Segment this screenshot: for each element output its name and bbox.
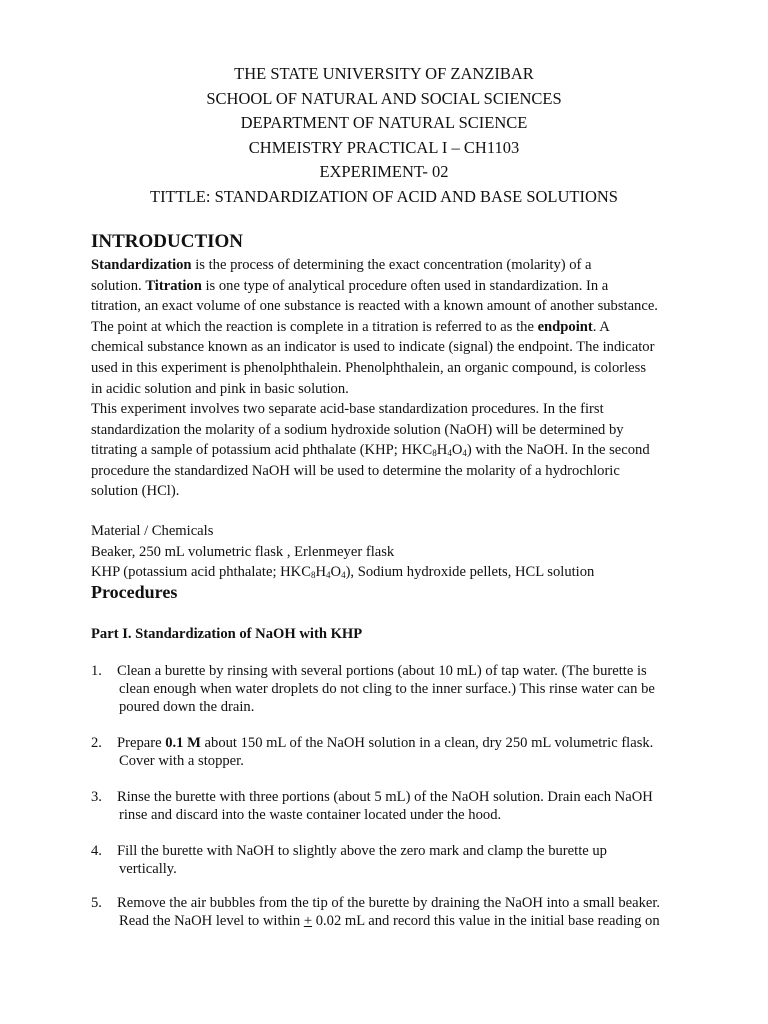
procedure-step-4: 4. Fill the burette with NaOH to slightly above the zero mark and clamp the burette up vertically. bbox=[91, 843, 607, 877]
term-endpoint: endpoint bbox=[537, 318, 593, 335]
procedure-step-3: 3. Rinse the burette with three portions (about 5 mL) of the NaOH solution. Drain each NaOH rinse and discard into the waste container located under the hood. bbox=[91, 789, 653, 823]
materials-list-1: Beaker, 250 mL volumetric flask , Erlenmeyer flask bbox=[91, 543, 395, 560]
experiment-number: EXPERIMENT- 02 bbox=[319, 162, 449, 181]
term-standardization: Standardization bbox=[91, 257, 192, 273]
school-name: SCHOOL OF NATURAL AND SOCIAL SCIENCES bbox=[206, 88, 562, 108]
document-header bbox=[0, 62, 768, 209]
university-name: THE STATE UNIVERSITY OF ZANZIBAR bbox=[234, 64, 534, 83]
materials-section bbox=[91, 521, 691, 583]
procedure-step-1: 1. Clean a burette by rinsing with several portions (about 10 mL) of tap water. (The burette is clean enough when water droplets do not cling to the inner surface.) This rinse water can be poured down the drain. bbox=[91, 663, 655, 715]
introduction-paragraph-1: Standardization is the process of determining the exact concentration (molarity) of a solution. Titration is one type of analytical procedure often used in standardization. In a titration, an exact volume of one substance is reacted with a known amount of another substance. The point at which the reaction is complete in a titration is referred to as the endpoint. A chemical substance known as an indicator is used to indicate (signal) the endpoint. The indicator used in this experiment is phenolphthalein. Phenolphthalein, an organic compound, is colorless in acidic solution and pink in basic solution. bbox=[91, 257, 658, 397]
materials-list-2: KHP (potassium acid phthalate; $HKC_8H_4O_4$), Sodium hydroxide pellets, HCL solution bbox=[91, 564, 595, 581]
course-name: CHMEISTRY PRACTICAL I – CH1103 bbox=[248, 137, 520, 157]
procedures-heading: Procedures bbox=[91, 582, 178, 602]
introduction-paragraph-2: This experiment involves two separate acid-base standardization procedures. In the first standardization the molarity of a sodium hydroxide solution (NaOH) will be determined by titrating a sample of potassium acid phthalate (KHP; $HKC_8H_4O_4$) with the NaOH. In the second procedure the standardized NaOH will be used to determine the molarity of a hydrochloric solution (HCl). bbox=[91, 401, 650, 500]
procedure-step-5: 5. Remove the air bubbles from the tip of the burette by draining the NaOH into a small beaker. Read the NaOH level to within + 0.02 mL and record this value in the initial base reading on bbox=[91, 895, 661, 929]
procedure-step-2: 2. Prepare 0.1 M about 150 mL of the NaOH solution in a clean, dry 250 mL volumetric flask. Cover with a stopper. bbox=[91, 735, 654, 769]
experiment-title: TITTLE: STANDARDIZATION OF ACID AND BASE SOLUTIONS bbox=[149, 186, 618, 206]
plus-minus-sign: + bbox=[303, 913, 313, 929]
part-1-heading: Part I. Standardization of NaOH with KHP bbox=[91, 626, 363, 642]
introduction-heading: INTRODUCTION bbox=[91, 231, 244, 252]
term-titration: Titration bbox=[145, 277, 202, 294]
department-name: DEPARTMENT OF NATURAL SCIENCE bbox=[240, 113, 528, 132]
materials-heading: Material / Chemicals bbox=[91, 523, 214, 539]
concentration-value: 0.1 M bbox=[165, 735, 201, 751]
